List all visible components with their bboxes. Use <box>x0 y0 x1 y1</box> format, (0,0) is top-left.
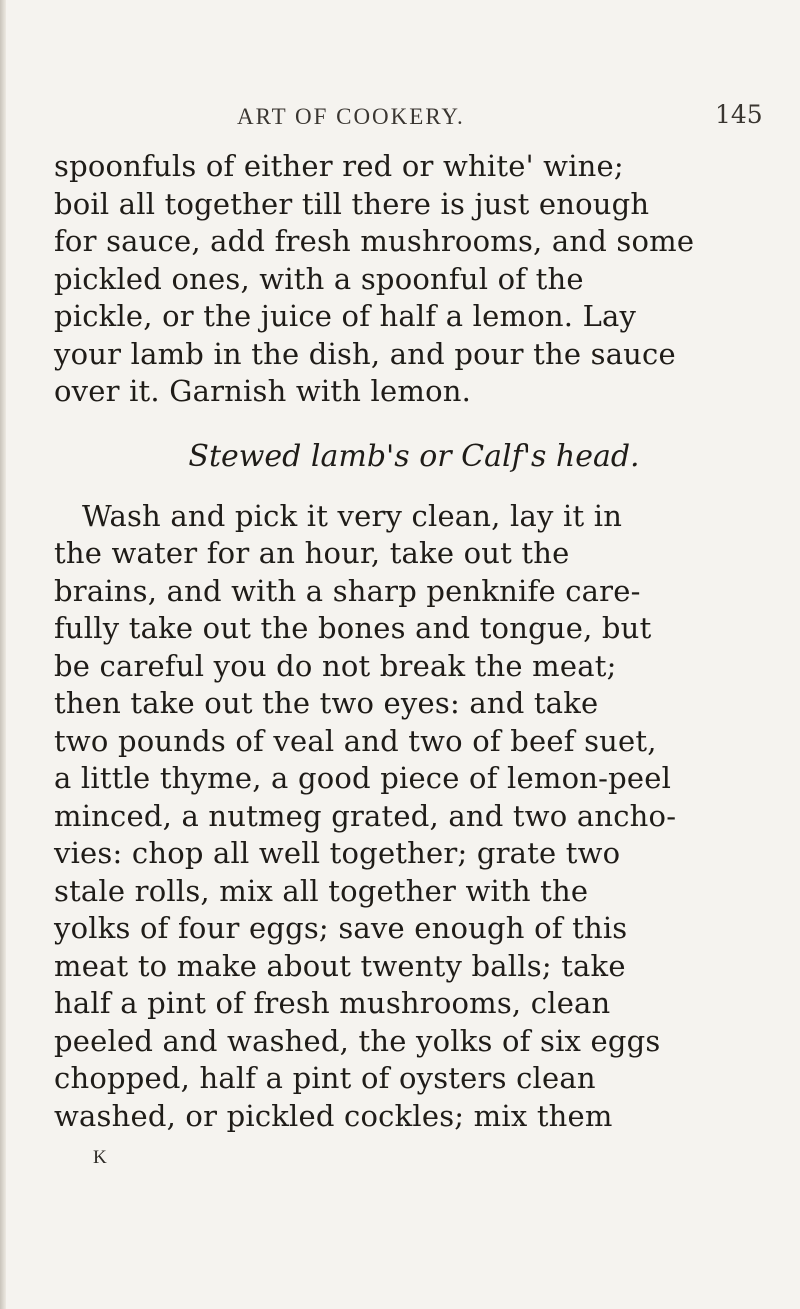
text-line: vies: chop all well together; grate two <box>54 836 621 870</box>
text-line: a little thyme, a good piece of lemon-peel <box>54 761 672 795</box>
text-line: over it. Garnish with lemon. <box>54 374 472 408</box>
text-line: pickle, or the juice of half a lemon. Lay <box>54 299 637 333</box>
body-text <box>54 148 774 1135</box>
paragraph-continued <box>54 148 774 411</box>
text-line: meat to make about twenty balls; take <box>54 948 626 983</box>
recipe-heading: Stewed lamb's or Calf's head. <box>188 438 640 474</box>
recipe-paragraph <box>54 498 774 1136</box>
page-gutter-edge <box>0 0 6 1309</box>
text-line: for sauce, add fresh mushrooms, and some <box>54 224 695 258</box>
text-line: fully take out the bones and tongue, but <box>54 611 652 645</box>
text-line: brains, and with a sharp penknife care- <box>54 573 641 608</box>
text-line: yolks of four eggs; save enough of this <box>54 911 628 945</box>
running-head: ART OF COOKERY. <box>237 104 465 129</box>
text-line: be careful you do not break the meat; <box>54 648 617 683</box>
page-number: 145 <box>715 100 763 129</box>
signature-mark: K <box>93 1147 107 1168</box>
text-line: boil all together till there is just enough <box>54 186 650 221</box>
text-line: spoonfuls of either red or white' wine; <box>54 149 624 183</box>
text-line: Wash and pick it very clean, lay it in <box>82 498 623 533</box>
text-line: washed, or pickled cockles; mix them <box>54 1098 613 1133</box>
text-line: half a pint of fresh mushrooms, clean <box>54 986 611 1020</box>
text-line: your lamb in the dish, and pour the sauce <box>54 336 676 371</box>
text-line: two pounds of veal and two of beef suet, <box>54 723 657 758</box>
text-line: then take out the two eyes: and take <box>54 686 599 720</box>
text-line: stale rolls, mix all together with the <box>54 873 589 908</box>
text-line: pickled ones, with a spoonful of the <box>54 261 584 296</box>
text-line: minced, a nutmeg grated, and two ancho- <box>54 798 677 833</box>
text-line: peeled and washed, the yolks of six eggs <box>54 1023 661 1058</box>
text-line: chopped, half a pint of oysters clean <box>54 1061 596 1095</box>
text-line: the water for an hour, take out the <box>54 536 570 570</box>
